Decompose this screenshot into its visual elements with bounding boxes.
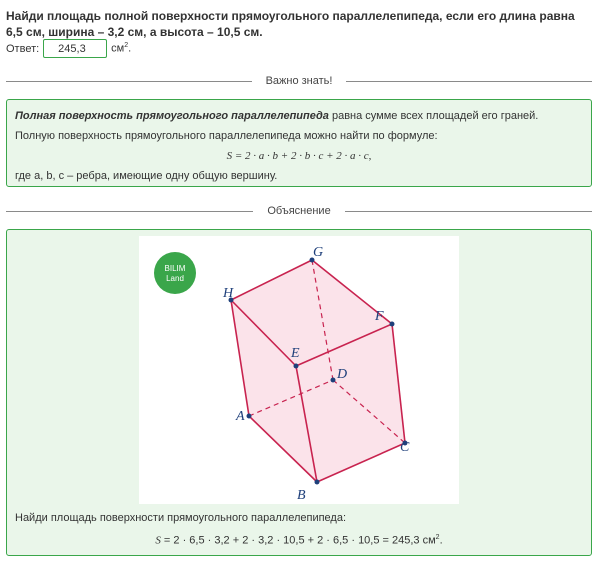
bilimland-logo-icon bbox=[154, 252, 196, 294]
vertex-D bbox=[331, 378, 336, 383]
explanation-calculation bbox=[7, 534, 591, 547]
divider-line-right bbox=[345, 211, 592, 212]
definition-bold: Полная поверхность прямоугольного параллелепипеда bbox=[15, 110, 329, 122]
vertex-B bbox=[315, 480, 320, 485]
explanation-heading: Объяснение bbox=[267, 205, 331, 217]
important-box bbox=[6, 99, 592, 187]
explanation-box bbox=[6, 229, 592, 556]
calc-body: = 2 · 6,5 · 3,2 + 2 · 3,2 · 10,5 + 2 · 6,5 · 10,5 = 245,3 см bbox=[160, 534, 436, 547]
answer-unit bbox=[111, 42, 131, 55]
logo-line1: BILIM bbox=[164, 264, 186, 273]
important-divider bbox=[6, 74, 592, 88]
label-H: H bbox=[223, 286, 234, 301]
divider-line-left bbox=[6, 81, 252, 82]
unit-period: . bbox=[128, 42, 132, 55]
label-E: E bbox=[291, 346, 300, 361]
label-C: C bbox=[400, 440, 410, 455]
task-text: Найди площадь полной поверхности прямоугольного параллелепипеда, если его длина равна 6,5 см, ширина – 3,2 см, а высота – 10,5 см. bbox=[6, 9, 575, 39]
important-heading: Важно знать! bbox=[265, 75, 333, 87]
answer-input[interactable]: 245,3 bbox=[43, 39, 107, 58]
formula-note: где a, b, c – ребра, имеющие одну общую вершину. bbox=[15, 170, 278, 182]
answer-row bbox=[6, 39, 131, 58]
label-G: G bbox=[313, 245, 324, 260]
divider-line-right bbox=[346, 81, 592, 82]
surface-formula: S = 2 · a · b + 2 · b · c + 2 · a · c, bbox=[226, 150, 372, 162]
vertex-A bbox=[247, 414, 252, 419]
logo-line2: Land bbox=[166, 274, 184, 283]
explanation-prompt: Найди площадь поверхности прямоугольного параллелепипеда: bbox=[15, 512, 347, 524]
label-D: D bbox=[337, 367, 348, 382]
calc-s: S bbox=[155, 534, 161, 547]
explanation-divider bbox=[6, 204, 592, 218]
vertex-E bbox=[294, 364, 299, 369]
definition-rest: равна сумме всех площадей его граней. bbox=[328, 110, 539, 122]
unit-exponent: 2 bbox=[124, 42, 129, 50]
label-F: F bbox=[375, 309, 384, 324]
formula-intro: Полную поверхность прямоугольного параллелепипеда можно найти по формуле: bbox=[15, 130, 438, 142]
vertex-F bbox=[390, 322, 395, 327]
parallelepiped-figure bbox=[139, 236, 459, 504]
unit-text: см bbox=[111, 42, 125, 55]
label-B: B bbox=[297, 488, 306, 503]
calc-end: . bbox=[439, 534, 443, 547]
parallelepiped-svg bbox=[139, 236, 459, 504]
calc-exponent: 2 bbox=[435, 534, 440, 541]
divider-line-left bbox=[6, 211, 253, 212]
label-A: A bbox=[236, 409, 245, 424]
definition-line bbox=[15, 106, 583, 126]
answer-label: Ответ: bbox=[6, 42, 40, 55]
